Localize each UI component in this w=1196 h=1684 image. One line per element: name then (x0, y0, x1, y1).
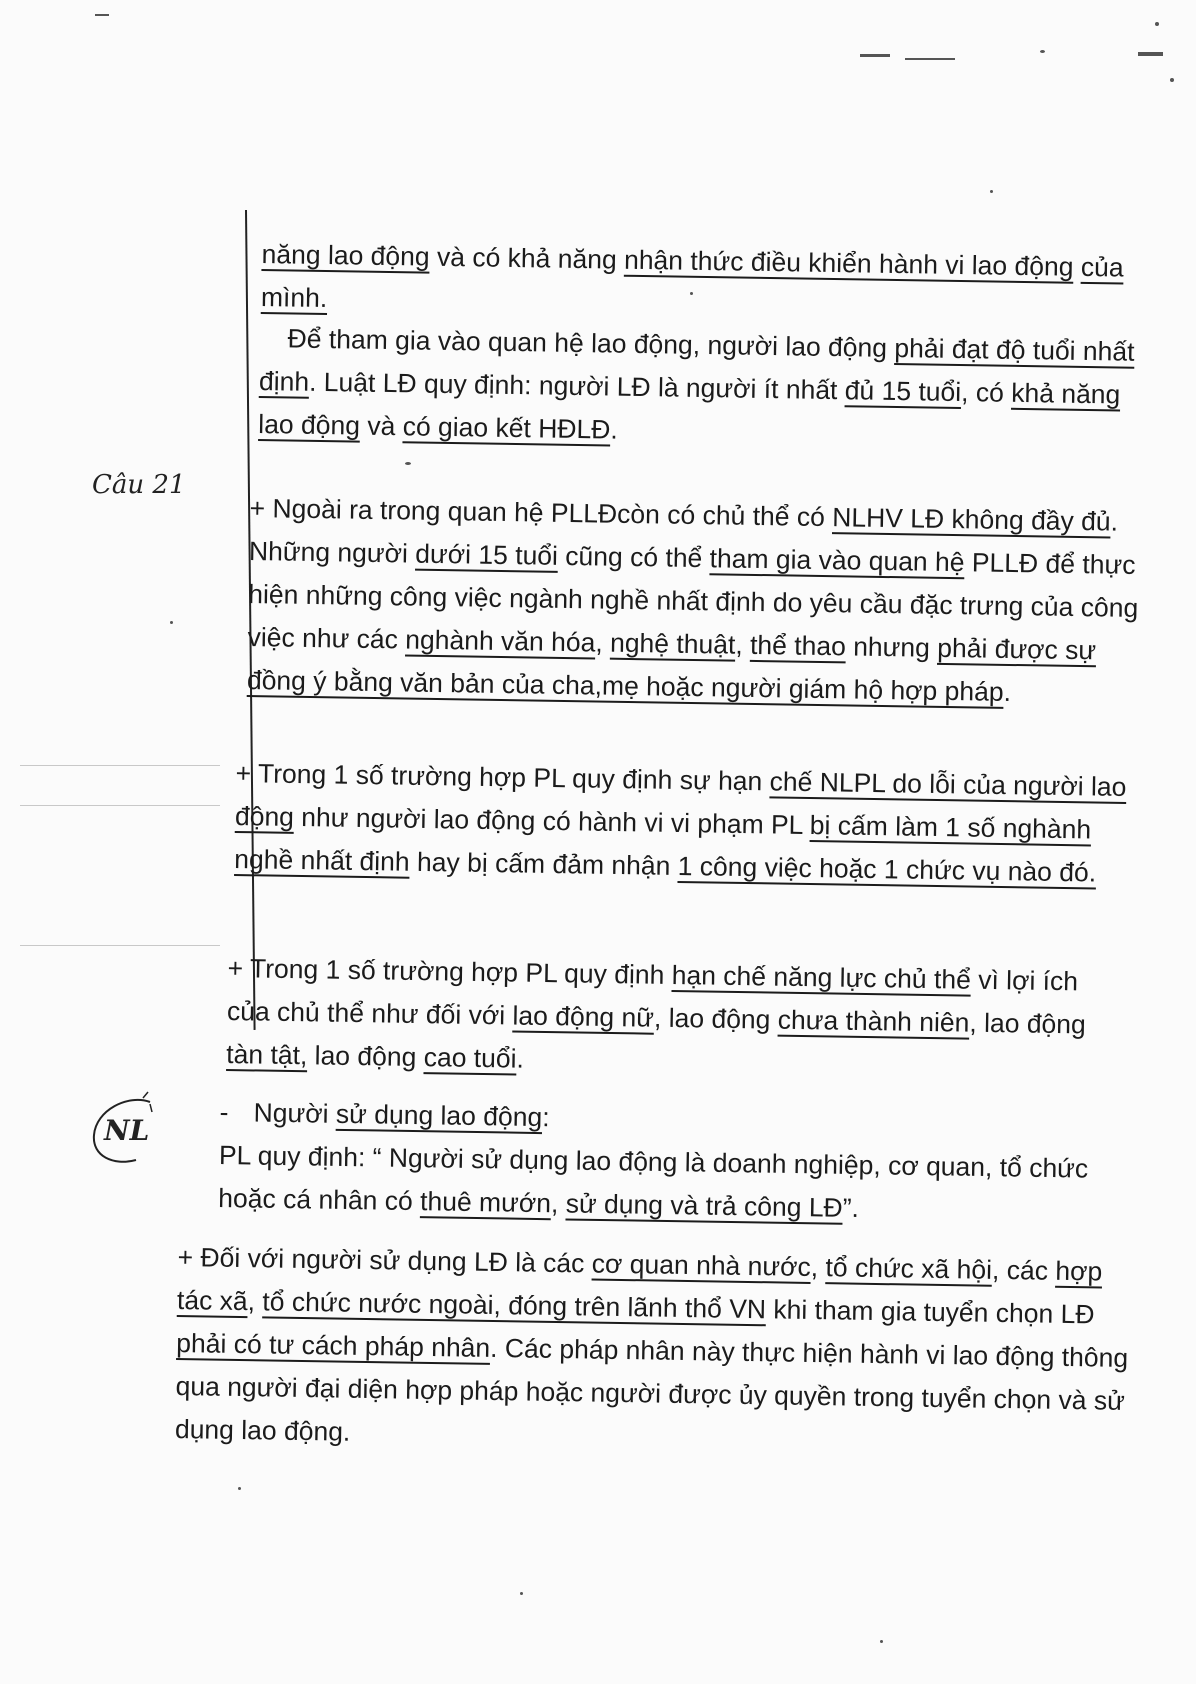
text-run: + Ngoài ra trong quan hệ PLLĐcòn có chủ thể có (249, 492, 833, 533)
text-run: PL quy định: “ Người sử dụng lao động là doanh nghiệp, cơ quan, tổ chức hoặc cá nhân có (218, 1139, 1089, 1217)
text-run: phải có tư cách pháp nhân (176, 1327, 491, 1363)
text-run: . (516, 1043, 525, 1074)
text-run: như người lao động có hành vi vi phạm PL (293, 801, 811, 841)
text-run: thuê mướn (419, 1186, 552, 1219)
text-run: hay bị cấm đảm nhận (409, 846, 678, 881)
text-run: 1 công việc hoặc 1 chức vụ nào đó. (677, 850, 1097, 888)
text-run: . (1003, 676, 1012, 707)
text-run: nhận thức điều khiển hành vi lao động (623, 244, 1074, 282)
paragraph-5 (226, 947, 1128, 1090)
text-run: , (735, 629, 751, 660)
margin-note-initials (98, 1112, 168, 1182)
section-heading: : (542, 1102, 550, 1133)
text-run: nghành văn hóa (405, 624, 596, 658)
text-run: ”. (842, 1192, 860, 1224)
text-run: đủ 15 tuổi (844, 375, 962, 408)
text-run: hạn chế năng lực chủ thể (671, 959, 972, 995)
text-run: . Các pháp nhân này thực hiện hành vi lao động thông qua người đại diện hợp pháp hoặc người được ủy quyền trong tuyển chọn và sử dụng lao động. (174, 1332, 1129, 1447)
text-run: khi tham gia tuyển chọn LĐ (765, 1294, 1095, 1330)
text-run: tổ chức nước ngoài, đóng trên lãnh thổ VN (262, 1286, 767, 1325)
text-run: + Trong 1 số trường hợp PL quy định sự hạn (235, 757, 770, 797)
text-run: . (610, 414, 618, 445)
paragraph-6 (218, 1091, 1130, 1234)
text-run: cơ quan nhà nước (591, 1248, 812, 1282)
text-run: phải được sự đồng ý bằng văn bản của cha,mẹ hoặc người giám hộ hợp pháp (246, 632, 1097, 707)
text-run: dưới 15 tuổi (415, 538, 559, 571)
text-run: , (247, 1286, 263, 1317)
text-run: của mình. (260, 251, 1124, 314)
text-run: , (595, 627, 611, 658)
text-run: + Trong 1 số trường hợp PL quy định (227, 952, 672, 990)
text-run: lao động (307, 1040, 424, 1073)
text-run: bị cấm làm 1 số nghành nghề nhất định (234, 810, 1092, 877)
text-run: chế NLPL do lỗi của người lao động (234, 766, 1127, 832)
text-run: , (810, 1251, 826, 1283)
text-run: thể thao (749, 629, 847, 662)
text-run: và có khả năng (429, 241, 625, 275)
text-run: , các (991, 1254, 1056, 1286)
text-run: khả năng lao động (258, 377, 1121, 441)
paragraph-4 (234, 752, 1136, 895)
paragraph-1 (261, 233, 1162, 333)
section-heading: sử dụng lao động (335, 1098, 543, 1133)
list-dash: - (219, 1096, 229, 1128)
text-run: phải đạt độ tuổi nhất định (258, 332, 1135, 397)
text-run: hợp tác xã (176, 1255, 1103, 1317)
text-run: tàn tật, (226, 1038, 308, 1071)
initials-text: NL (104, 1114, 150, 1147)
text-run: NLHV LĐ không đầy đủ (832, 502, 1111, 537)
text-run: cao tuổi (423, 1042, 517, 1074)
text-run: tham gia vào quan hệ (709, 543, 965, 578)
margin-note-question: Câu 21 (92, 470, 186, 500)
paragraph-2 (258, 317, 1160, 460)
text-run: tổ chức xã hội (825, 1252, 993, 1285)
text-run: có giao kết HĐLĐ (402, 411, 611, 445)
text-run: năng lao động (261, 238, 430, 272)
text-run: , lao động (653, 1002, 779, 1035)
text-run: . Những người (248, 506, 1119, 569)
paragraph-3 (247, 487, 1145, 716)
text-run: vì lợi ích của chủ thể như đối với (226, 964, 1079, 1031)
text-run: sử dụng và trả công LĐ (565, 1188, 843, 1223)
text-run: và (359, 410, 403, 442)
text-run: nghệ thuật (609, 627, 736, 660)
text-run: . Luật LĐ quy định: người LĐ là người ít nhất (308, 366, 846, 406)
text-run: , có (960, 377, 1012, 408)
paragraph-7 (175, 1236, 1138, 1466)
text-run: chưa thành niên (777, 1004, 970, 1038)
text-run: cũng có thể (557, 540, 710, 574)
section-heading: Người (253, 1097, 337, 1129)
text-run: , lao động (969, 1007, 1087, 1040)
text-run: + Đối với người sử dụng LĐ là các (177, 1241, 593, 1279)
text-run: nhưng (845, 631, 938, 663)
text-run: lao động nữ (512, 1000, 655, 1033)
text-run: , (550, 1188, 566, 1219)
text-run: PLLĐ để thực hiện những công việc ngành nghề nhất định do yêu cầu đặc trưng của công việc như các (247, 547, 1139, 655)
text-run: Để tham gia vào quan hệ lao động, người lao động (287, 323, 895, 363)
